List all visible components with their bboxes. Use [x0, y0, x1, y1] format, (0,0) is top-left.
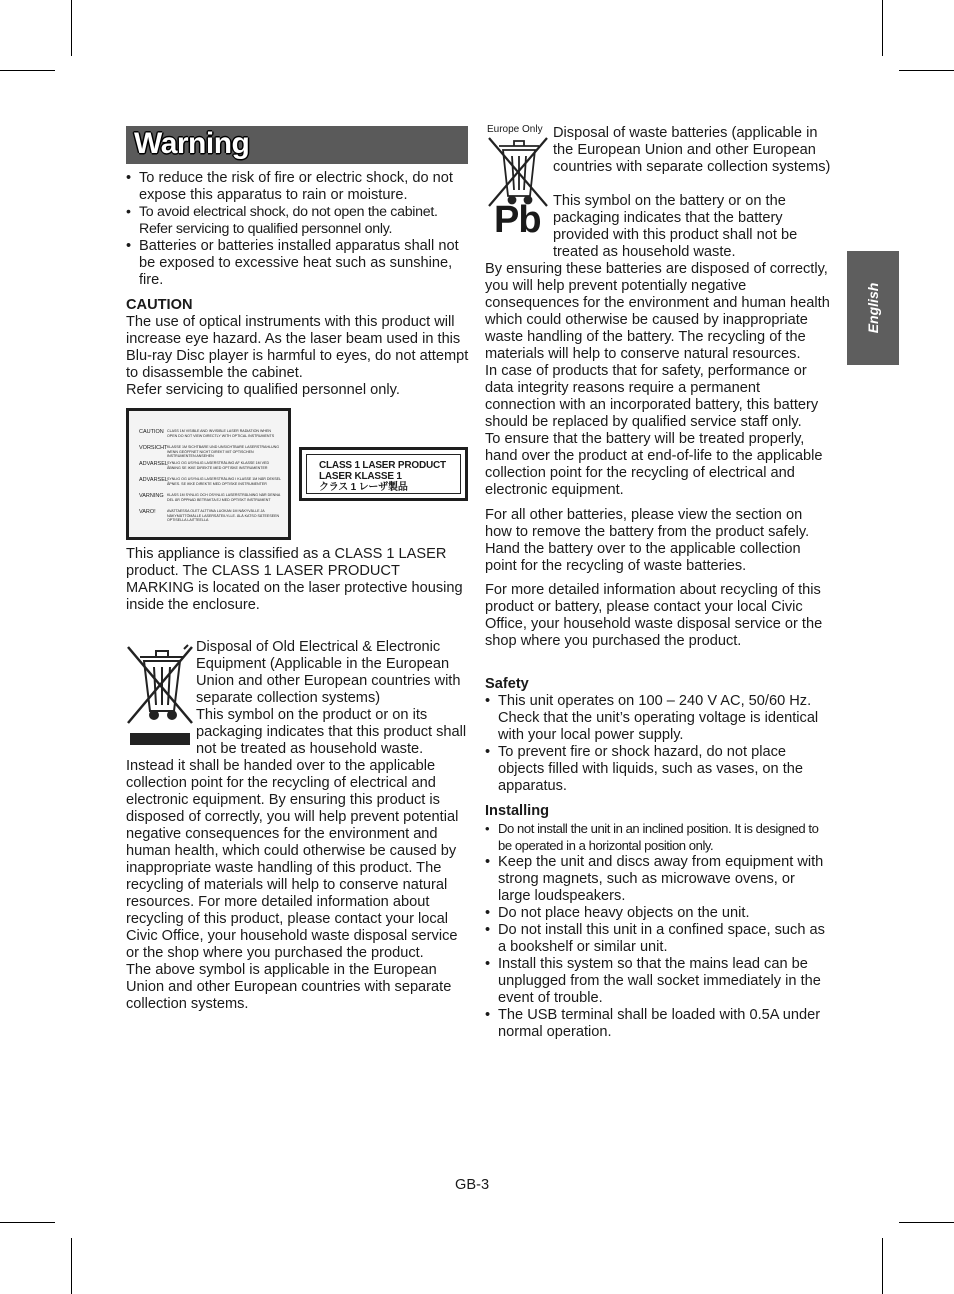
laser-warning-label	[126, 408, 291, 540]
warning-item: • To reduce the risk of fire or electric shock, do not expose this apparatus to rain or moisture.	[126, 170, 470, 204]
laser-label-row	[139, 429, 282, 445]
weee-body-block	[126, 758, 471, 1013]
battery-permanent: In case of products that for safety, performance or data integrity reasons require a permanent connection with an incorporated battery, this battery should be replaced by qualified service staff only.	[485, 363, 819, 430]
battery-other: For all other batteries, please view the section on how to remove the battery from the product safely. Hand the battery over to the applicable collection point for the recycling of waste batteries.	[485, 507, 810, 574]
laser-label-key: VORSICHT	[139, 445, 168, 451]
laser-label-key: ADVARSEL	[139, 461, 168, 467]
caution-refer: Refer servicing to qualified personnel only.	[126, 382, 400, 398]
safety-item: • This unit operates on 100 – 240 V AC, 50/60 Hz. Check that the unit’s operating voltage is identical with your local power supply.	[485, 693, 831, 744]
page-number: GB-3	[455, 1177, 490, 1193]
laser-label-row	[139, 477, 282, 493]
pb-label: Pb	[494, 199, 541, 241]
weee-symbol-text: This symbol on the product or on its packaging indicates that this product shall not be treated as household waste.	[196, 707, 467, 757]
caution-heading: CAUTION	[126, 297, 193, 313]
battery-treated: To ensure that the battery will be treated properly, hand over the product at end-of-life to the applicable collection point for the recycling of electrical and electronic equipment.	[485, 431, 823, 498]
laser-label-text: KLASS 1M SYNLIG OCH OSYNLIG LASERSTRÅLNING NÄR DENNA DEL ÄR ÖPPNAD BETRAKTA EJ MED OPTISKT INSTRUMENT	[167, 493, 281, 502]
laser-label-row	[139, 493, 282, 509]
laser-label-text: CLASS 1M VISIBLE AND INVISIBLE LASER RADIATION WHEN OPEN DO NOT VIEW DIRECTLY WITH OPTICAL INSTRUMENTS	[167, 429, 275, 438]
warning-item: • Batteries or batteries installed apparatus shall not be exposed to excessive heat such as sunshine, fire.	[126, 238, 470, 289]
class1-label-line: クラス 1 レーザ製品	[319, 482, 408, 493]
class1-section	[126, 546, 470, 614]
warning-list	[126, 170, 470, 289]
safety-item: • To prevent fire or shock hazard, do not place objects filled with liquids, such as vases, on the apparatus.	[485, 744, 831, 795]
installing-section	[485, 803, 831, 1041]
laser-label-text: SYNLIG OG USYNLIG LASERSTRÅLING AF KLASSE 1M VED ÅBNING SE IKKE DIREKTE MED OPTISKE INSTRUMENTER	[167, 461, 270, 470]
language-tab-label: English	[865, 282, 881, 334]
installing-item: • Keep the unit and discs away from equipment with strong magnets, such as microwave ovens, or large loudspeakers.	[485, 854, 831, 905]
battery-details	[485, 261, 831, 650]
laser-label-key: ADVARSEL	[139, 477, 168, 483]
battery-intro-block	[553, 125, 831, 176]
battery-symbol-text: This symbol on the battery or on the packaging indicates that the battery provided with this product shall not be treated as household waste.	[553, 193, 798, 260]
class1-text: This appliance is classified as a CLASS 1 LASER product. The CLASS 1 LASER PRODUCT MARKING is located on the laser protective housing inside the enclosure.	[126, 546, 463, 613]
safety-section	[485, 676, 831, 795]
weee-intro: Disposal of Old Electrical & Electronic Equipment (Applicable in the European Union and other European countries with separate collection systems)	[196, 639, 461, 706]
weee-body: Instead it shall be handed over to the applicable collection point for the recycling of electrical and electronic equipment. By ensuring this product is disposed of correctly, you will help prevent potential negative consequences for the environment and human health, which could otherwise be caused by inappropriate waste handling of this product. The recycling of materials will help to conserve natural resources. For more detailed information about recycling of this product, please contact your local Civic Office, your household waste disposal service or the shop where you purchased the product.	[126, 758, 459, 961]
class1-laser-label	[299, 447, 468, 501]
battery-body-block	[485, 193, 831, 261]
class1-label-line: LASER KLASSE 1	[319, 471, 402, 482]
warning-section	[126, 170, 470, 289]
laser-label-text: KLASSE 1M SICHTBARE UND UNSICHTBARE LASERSTRAHLUNG WENN GEÖFFNET NICHT DIREKT MIT OPTISCHEN INSTRUMENTEN ANSEHEN	[167, 445, 280, 458]
installing-item: • The USB terminal shall be loaded with 0.5A under normal operation.	[485, 1007, 831, 1041]
warning-item: • To avoid electrical shock, do not open the cabinet. Refer servicing to qualified personnel only.	[126, 204, 470, 238]
language-tab	[847, 251, 899, 365]
battery-more: For more detailed information about recycling of this product or battery, please contact your local Civic Office, your household waste disposal service or the shop where you purchased the product.	[485, 582, 823, 649]
caution-section	[126, 297, 470, 399]
europe-only-label: Europe Only	[487, 124, 543, 135]
safety-heading: Safety	[485, 676, 529, 692]
battery-intro: Disposal of waste batteries (applicable in the European Union and other European countries with separate collection systems)	[553, 125, 831, 175]
laser-label-text: AVATTAESSA OLET ALTTIINA LUOKAN 1M NÄKYVÄLLE JA NÄKYMÄTTÖMÄLLE LASERSÄTEILYLLE. ÄLÄ KATSO SÄTEESEEN OPTISELLA LAITTEELLA	[167, 509, 280, 522]
laser-label-row	[139, 445, 282, 461]
installing-list	[485, 820, 831, 1041]
installing-item: • Do not install this unit in a confined space, such as a bookshelf or similar unit.	[485, 922, 831, 956]
caution-text: The use of optical instruments with this product will increase eye hazard. As the laser beam used in this Blu-ray Disc player is harmful to eyes, do not attempt to disassemble the cabinet.	[126, 314, 469, 381]
installing-item: • Do not place heavy objects on the unit.	[485, 905, 831, 922]
battery-symbol-text-a	[485, 193, 831, 261]
laser-label-key: VARO!	[139, 509, 156, 515]
weee-bin-icon	[126, 643, 194, 747]
warning-title-bar	[126, 126, 468, 164]
laser-label-row	[139, 509, 282, 525]
weee-applicable: The above symbol is applicable in the European Union and other European countries with separate collection systems.	[126, 962, 452, 1012]
laser-label-text: SYNLIG OG USYNLIG LASERSTRÅLING I KLASSE 1M NÅR DEKSEL ÅPNES. SE IKKE DIREKTE MED OPTISKE INSTRUMENTER	[167, 477, 281, 486]
laser-label-row	[139, 461, 282, 477]
laser-label-key: VARNING	[139, 493, 164, 499]
installing-item: • Install this system so that the mains lead can be unplugged from the wall socket immediately in the event of trouble.	[485, 956, 831, 1007]
installing-heading: Installing	[485, 803, 550, 819]
laser-label-key: CAUTION	[139, 429, 164, 435]
safety-list	[485, 693, 831, 795]
battery-ensuring: By ensuring these batteries are disposed of correctly, you will help prevent potentially negative consequences for the environment and human health which could otherwise be caused by inappropriate waste handling of the battery. The recycling of the materials will help to conserve natural resources.	[485, 261, 830, 362]
weee-intro-block	[196, 639, 470, 758]
warning-title: Warning	[134, 127, 250, 160]
installing-item: • Do not install the unit in an inclined position. It is designed to be operated in a horizontal position only.	[485, 820, 831, 854]
class1-label-line: CLASS 1 LASER PRODUCT	[319, 460, 446, 471]
